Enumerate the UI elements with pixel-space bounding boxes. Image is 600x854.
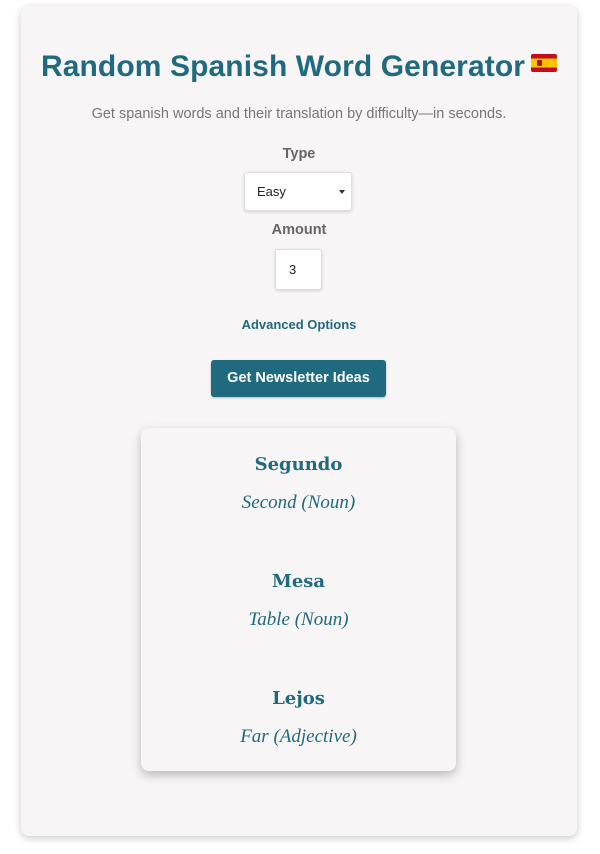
chevron-down-icon <box>339 190 345 194</box>
result-word: Mesa <box>271 571 326 592</box>
page-title-text: Random Spanish Word Generator <box>40 50 526 83</box>
amount-input[interactable] <box>275 249 322 290</box>
amount-label: Amount <box>271 222 327 238</box>
page-title <box>21 50 577 84</box>
type-select[interactable] <box>244 172 352 211</box>
result-translation: Table (Noun) <box>248 609 349 630</box>
result-word: Segundo <box>254 454 343 475</box>
results-panel <box>141 428 456 771</box>
get-newsletter-ideas-button[interactable]: Get Newsletter Ideas <box>211 360 386 397</box>
result-translation: Far (Adjective) <box>240 726 357 747</box>
type-label: Type <box>282 146 316 162</box>
result-word: Lejos <box>272 688 325 709</box>
result-translation: Second (Noun) <box>241 492 356 513</box>
page-subtitle: Get spanish words and their translation by difficulty—in seconds. <box>91 106 507 122</box>
advanced-options-link[interactable]: Advanced Options <box>241 317 357 332</box>
amount-input-value: 3 <box>289 262 297 277</box>
type-select-value: Easy <box>257 184 286 199</box>
generator-card <box>21 6 577 836</box>
spain-flag-icon <box>531 54 557 72</box>
